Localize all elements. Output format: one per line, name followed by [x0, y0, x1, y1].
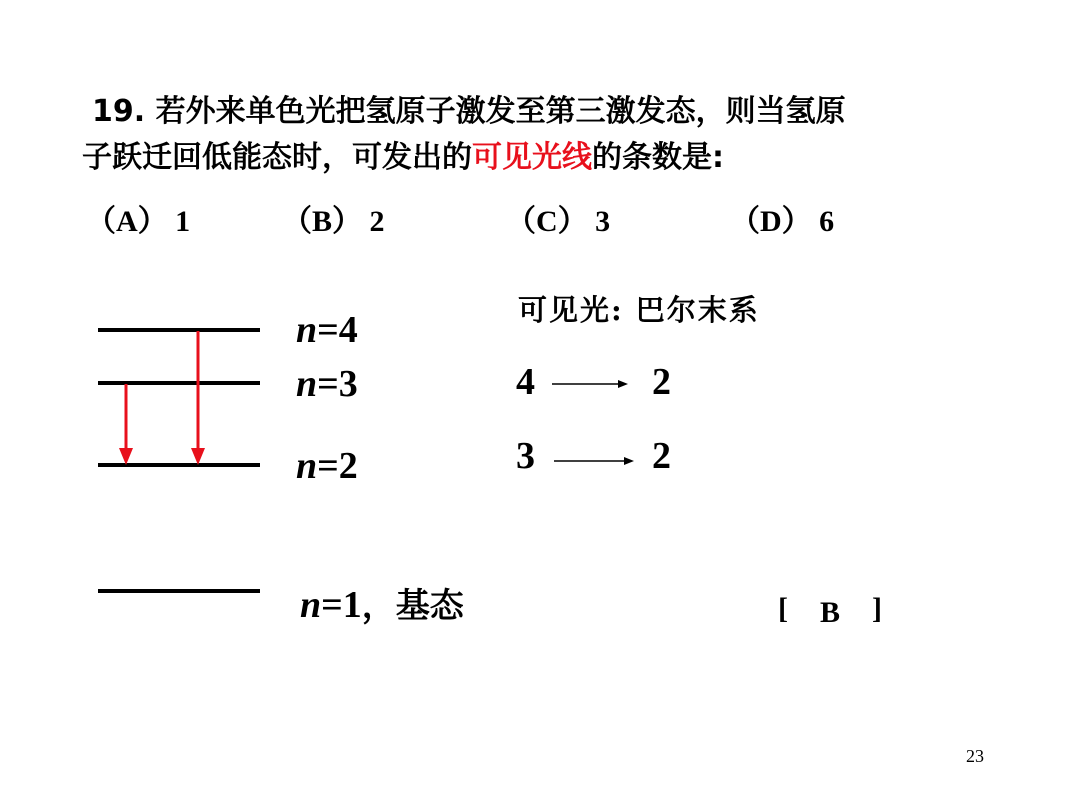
- option-d: （D） 6: [730, 205, 835, 238]
- level-label-n3: n=3: [296, 363, 358, 405]
- level-label-n1: n=1，基态: [300, 584, 464, 626]
- question-line-2-start: 子跃迁回低能态时，可发出的: [82, 140, 472, 175]
- visible-light-balmer-note: 可见光: 巴尔末系: [518, 293, 760, 327]
- option-a: （A） 1: [86, 205, 191, 238]
- transition-2-to: 2: [652, 435, 671, 477]
- answer-bracket-open: [: [778, 592, 788, 625]
- transition-2-from: 3: [516, 435, 535, 477]
- transition-1-to: 2: [652, 361, 671, 403]
- answer-bracket-close: ]: [872, 592, 882, 625]
- question-line-2-end: 的条数是:: [592, 140, 724, 175]
- level-label-n2: n=2: [296, 445, 358, 487]
- page-number: 23: [966, 746, 984, 766]
- option-b: （B） 2: [282, 205, 385, 238]
- transition-arrow-2-head: [624, 457, 634, 465]
- visible-light-highlight: 可见光线: [472, 140, 592, 175]
- level-label-n4: n=4: [296, 309, 358, 351]
- transition-arrow-1-head: [618, 380, 628, 388]
- option-c: （C） 3: [506, 205, 611, 238]
- arrow-3-to-2-head: [119, 448, 133, 465]
- arrow-4-to-2-head: [191, 448, 205, 465]
- transition-1-from: 4: [516, 361, 535, 403]
- question-line-1: 19. 若外来单色光把氢原子激发至第三激发态，则当氢原: [92, 94, 846, 129]
- answer-value: B: [820, 596, 841, 629]
